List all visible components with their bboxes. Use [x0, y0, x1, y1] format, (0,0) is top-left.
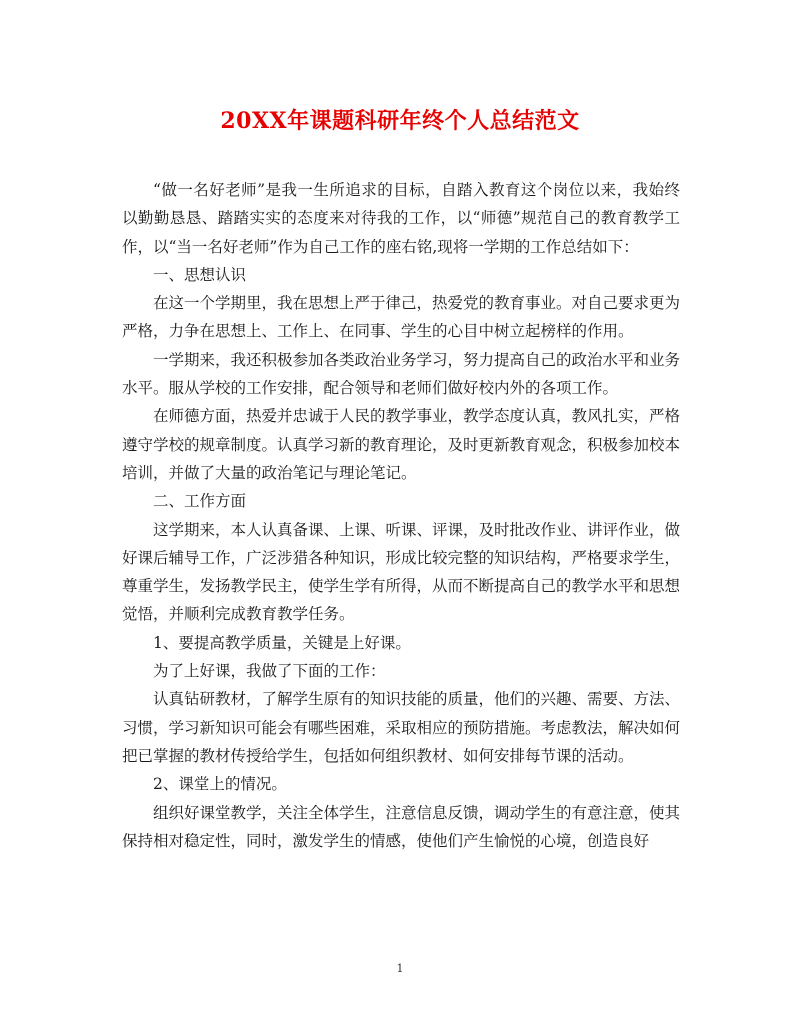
paragraph: 为了上好课，我做了下面的工作：: [153, 662, 386, 681]
subheading-2: 2、课堂上的情况。: [153, 775, 287, 794]
section-heading-work: 二、工作方面: [153, 492, 247, 511]
paragraph: 一学期来，我还积极参加各类政治业务学习，努力提高自己的政治水平和业务水平。服从学校的工作安排，配合领导和老师们做好校内外的各项工作。: [122, 350, 681, 398]
section-heading-thought: 一、思想认识: [153, 265, 247, 284]
page-number: 1: [396, 962, 404, 975]
subheading-1: 1、要提高教学质量，关键是上好课。: [153, 633, 411, 652]
paragraph: 认真钻研教材，了解学生原有的知识技能的质量，他们的兴趣、需要、方法、习惯，学习新知识可能会有哪些困难，采取相应的预防措施。考虑教法，解决如何把已掌握的教材传授给学生，包括如何组织教材、如何安排每节课的活动。: [122, 690, 681, 765]
paragraph-intro: “做一名好老师”是我一生所追求的目标，自踏入教育这个岗位以来，我始终以勤勤恳恳、踏踏实实的态度来对待我的工作，以“师德”规范自己的教育教学工作，以“当一名好老师”作为自己工作的座右铭,现将一学期的工作总结如下：: [122, 181, 680, 256]
paragraph: 在师德方面，热爱并忠诚于人民的教学事业，教学态度认真，教风扎实，严格遵守学校的规章制度。认真学习新的教育理论，及时更新教育观念，积极参加校本培训，并做了大量的政治笔记与理论笔记。: [122, 407, 681, 482]
paragraph: 组织好课堂教学，关注全体学生，注意信息反馈，调动学生的有意注意，使其保持相对稳定性，同时，激发学生的情感，使他们产生愉悦的心境，创造良好: [122, 803, 681, 850]
paragraph: 这学期来，本人认真备课、上课、听课、评课，及时批改作业、讲评作业，做好课后辅导工作，广泛涉猎各种知识，形成比较完整的知识结构，严格要求学生，尊重学生，发扬教学民主，使学生学有所得，从而不断提高自己的教学水平和思想觉悟，并顺利完成教育教学任务。: [122, 520, 681, 624]
document-title: 20XX年课题科研年终个人总结范文: [220, 108, 580, 134]
paragraph: 在这一个学期里，我在思想上严于律己，热爱党的教育事业。对自己要求更为严格，力争在思想上、工作上、在同事、学生的心目中树立起榜样的作用。: [122, 294, 681, 341]
document-body: [122, 176, 680, 855]
